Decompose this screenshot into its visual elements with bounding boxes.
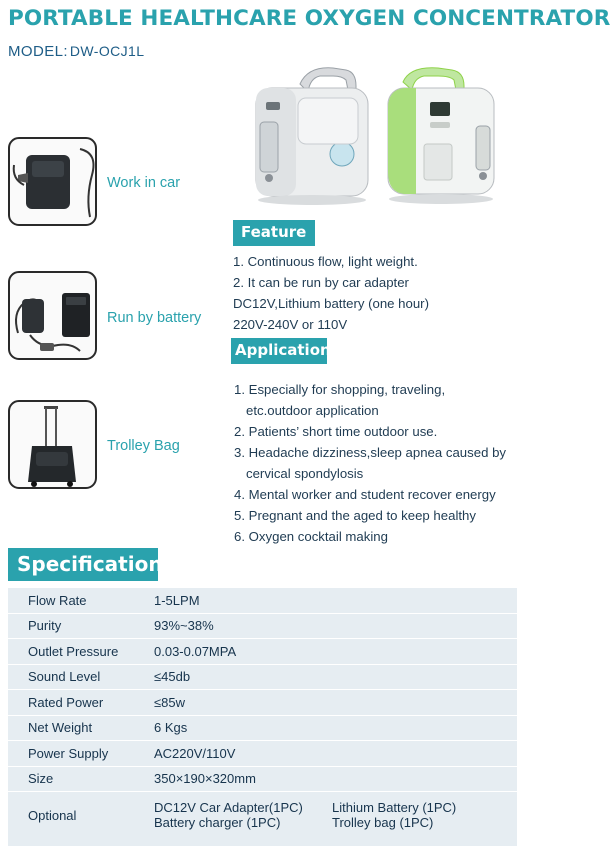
spec-key: Rated Power: [28, 694, 104, 710]
page-title: PORTABLE HEALTHCARE OXYGEN CONCENTRATOR: [8, 6, 610, 31]
spec-key: Power Supply: [28, 745, 109, 761]
feature-line: 220V-240V or 110V: [233, 317, 348, 332]
usage-label-battery: Run by battery: [107, 310, 202, 326]
feature-list: [233, 251, 429, 335]
car-adapter-thumbnail: [8, 137, 97, 226]
feature-line: 2. It can be run by car adapter: [233, 275, 409, 290]
feature-line: 1. Continuous flow, light weight.: [233, 254, 418, 269]
spec-key: Net Weight: [28, 720, 93, 736]
application-line: 4. Mental worker and student recover energy: [234, 487, 496, 502]
spec-row: [8, 588, 517, 614]
usage-label-trolley: Trolley Bag: [107, 438, 180, 454]
model-value: DW-OCJ1L: [69, 43, 145, 59]
spec-key: Sound Level: [28, 669, 101, 685]
spec-row: [8, 665, 517, 691]
spec-value: 1-5LPM: [154, 592, 200, 608]
model-label: MODEL:: [8, 43, 68, 60]
feature-line: DC12V,Lithium battery (one hour): [233, 296, 429, 311]
spec-value: ≤45db: [154, 669, 191, 685]
spec-key: Outlet Pressure: [28, 643, 119, 659]
spec-row: [8, 614, 517, 640]
optional-item: DC12V Car Adapter(1PC): [154, 800, 303, 815]
spec-key: Flow Rate: [28, 592, 87, 608]
spec-value: AC220V/110V: [154, 745, 236, 761]
spec-value: 0.03-0.07MPA: [154, 643, 237, 659]
spec-value: 6 Kgs: [154, 720, 188, 736]
application-list: [234, 379, 506, 547]
trolley-bag-icon: [10, 402, 95, 487]
application-heading: Application: [231, 338, 327, 364]
spec-key: Purity: [28, 618, 62, 634]
spec-row: [8, 716, 517, 742]
spec-row: [8, 741, 517, 767]
application-line: 6. Oxygen cocktail making: [234, 529, 388, 544]
spec-value: ≤85w: [154, 694, 185, 710]
green-concentrator-image: [388, 68, 494, 204]
application-line: 3. Headache dizziness,sleep apnea caused by: [234, 445, 506, 460]
battery-thumbnail: [8, 271, 97, 360]
spec-row-optional: [8, 792, 517, 838]
application-line: etc.outdoor application: [246, 403, 379, 418]
application-line: 1. Especially for shopping, traveling,: [234, 382, 446, 397]
car-adapter-icon: [10, 139, 95, 224]
product-photos: [238, 62, 523, 212]
spec-row: [8, 767, 517, 793]
spec-value: 93%~38%: [154, 618, 214, 634]
spec-key: Optional: [28, 807, 77, 823]
optional-column-2: [332, 800, 456, 830]
application-line: 5. Pregnant and the aged to keep healthy: [234, 508, 476, 523]
application-line: cervical spondylosis: [246, 466, 364, 481]
battery-pack-icon: [10, 273, 95, 358]
spec-key: Size: [28, 771, 54, 787]
spec-row: [8, 639, 517, 665]
optional-item: Lithium Battery (1PC): [332, 800, 457, 815]
grey-concentrator-image: [256, 68, 368, 205]
optional-item: Battery charger (1PC): [154, 815, 281, 830]
application-line: 2. Patients’ short time outdoor use.: [234, 424, 438, 439]
specification-table: [8, 588, 517, 846]
specification-heading: Specification: [8, 548, 158, 581]
optional-item: Trolley bag (1PC): [332, 815, 434, 830]
feature-heading: Feature: [233, 220, 315, 246]
spec-value: 350×190×320mm: [154, 771, 256, 787]
optional-column-1: [154, 800, 332, 830]
trolley-thumbnail: [8, 400, 97, 489]
model-line: [8, 43, 144, 60]
spec-value-optional: [154, 800, 517, 830]
usage-label-car: Work in car: [107, 175, 181, 191]
spec-row: [8, 690, 517, 716]
